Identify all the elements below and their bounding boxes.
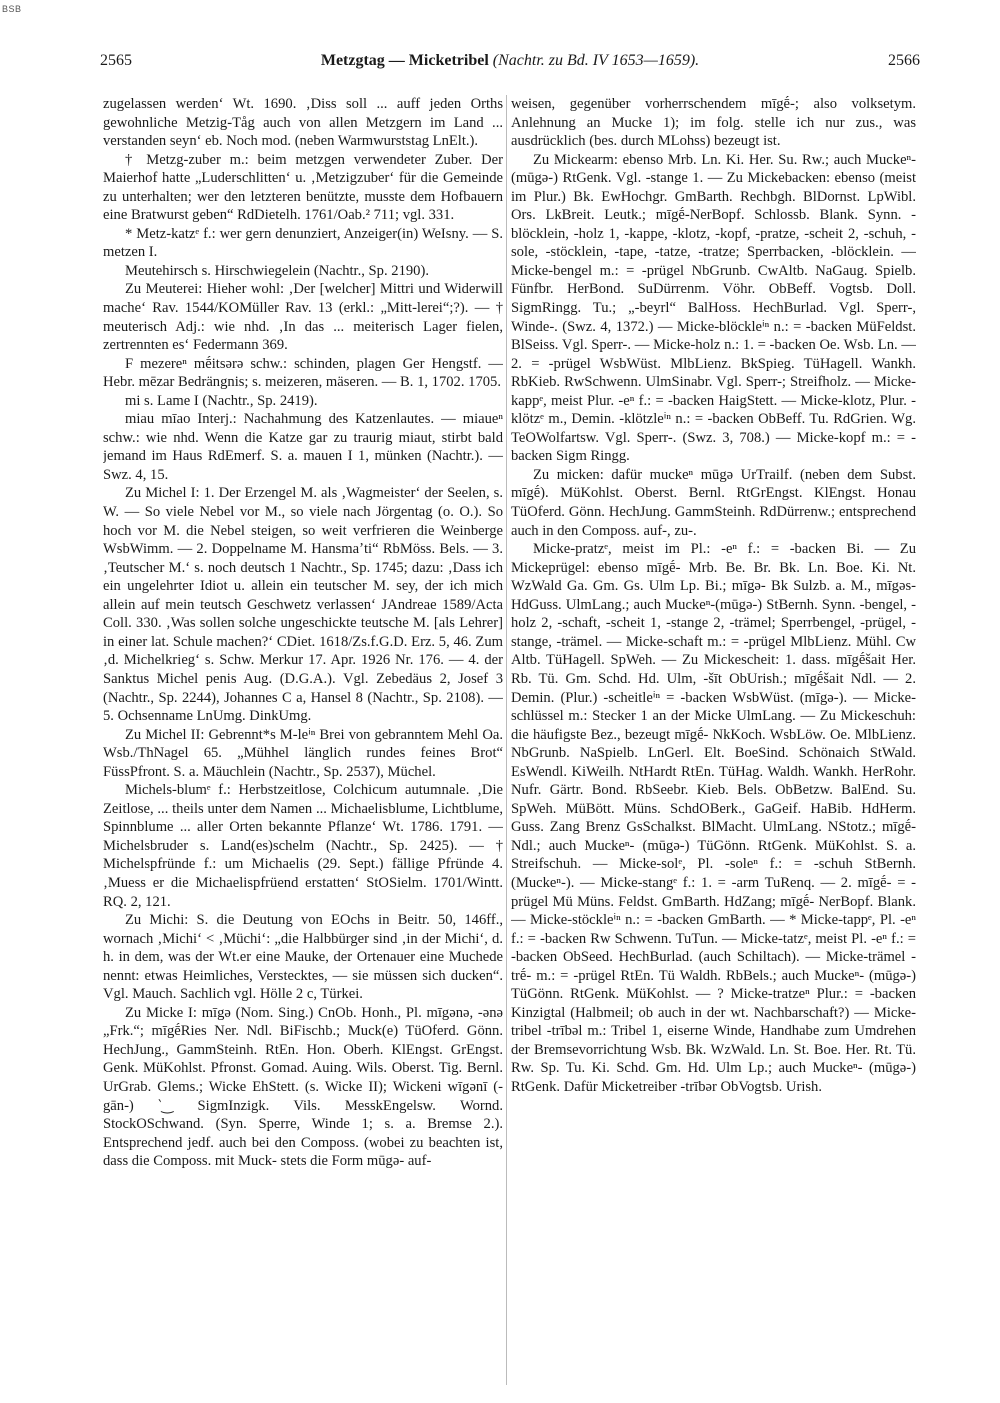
right-column [511,95,916,1390]
entry-paragraph: F mezereⁿ mḗitsərə schw.: schinden, plagen Ger Hengstf. — Hebr. mēzar Bedrängnis; s. meizeren, mäseren. — B. 1, 1702. 1705. [103,355,503,391]
entry-paragraph: Zu Mickearm: ebenso Mrb. Ln. Ki. Her. Su. Rw.; auch Muckeⁿ- (mūgə-) RtGenk. Vgl. -stange 1. — Zu Mickebacken: ebenso (meist im Plur.) Bk. EwHochgr. GmBarth. Rechbgh. BlDornst. LpWibl. Ors. LkBreit. Leutk.; mīgḗ-NerBopf. Schlossb. Blank. Synn. -blöcklein, -holz 1, -kappe, -klotz, -kopf, -pratze, -scheit 2, -schuh, -sole, -stöcklein, -tape, -tatze, -tratze; Sperrbacken, -blöcklein. — Micke-bengel m.: = -prügel NbGrunb. CwAltb. NaGaug. Spielb. Fünfbr. HerBond. SuDürrenm. Vöhr. ObBeff. Vogtsb. Doll. SigmRingg. Tu.; „-beyrl“ BalHoss. HechBurlad. Vgl. Sperr-, Winde-. (Swz. 4, 1372.) — Micke-blöckleⁱⁿ n.: = -backen MüFeldst. BlSeiss. Vgl. Sperr-. — Micke-holz n.: 1. = -backen Oe. Wsb. Ln. — 2. = -prügel WsbWüst. MlbLienz. BkSpieg. TüHagell. Wankh. RbKieb. RwSchwenn. UlmSinabr. Vgl. Sperr-; Streifholz. — Micke-kappᵉ, meist Plur. -eⁿ f.: = -backen HaigStett. — Micke-klotz, Plur. -klötzᵉ m., Demin. -klötzleⁱⁿ n.: = -backen ObBeff. Tu. RdGrien. Wg. TeOWolfartsw. Vgl. Sperr-. (Swz. 3, 708.) — Micke-kopf m.: = -backen Sigm Ringg. [511,151,916,465]
entry-paragraph: Michels-blumᵉ f.: Herbstzeitlose, Colchicum autumnale. ‚Die Zeitlose, ... theils unter dem Namen ... Michaelisblume, Lichtblume, Spinnblume ... aller Orten bekannte Pflanze‘ Wt. 1786. 1791. — Michelsbruder s. Land(es)schelm (Nachtr., Sp. 2425). — † Michelspfründe f.: um Michaelis (29. Sept.) fällige Pfründe 4. ‚Muess er die Michaelispfrüend erstatten‘ StOSielm. 1701/Wintt. RQ. 2, 121. [103,782,503,910]
running-title-main: Metzgtag — Micketribel [320,52,489,69]
entry-paragraph: Zu micken: dafür muckeⁿ mūgə UrTrailf. (neben dem Subst. mīgḗ). MüKohlst. Oberst. Bernl. RtGrEngst. KlEngst. Honau TüOferd. Gönn. HechJung. GammSteinh. RdDürrenw.; entsprechend auch in den Composs. auf-, zu-. [511,466,916,539]
page-header [100,52,920,76]
page-number-right: 2566 [888,52,920,69]
entry-paragraph: zugelassen werden‘ Wt. 1690. ‚Diss soll ... auff jeden Orths gewohnliche Metzig-Tåg auch von allen Metzgern im Land ... verstanden seyn‘ eb. Noch mod. (neben Warmwurststag LnElt.). [103,96,503,150]
entry-paragraph: Zu Michi: S. die Deutung von EOchs in Beitr. 50, 146ff., wornach ‚Michi‘ < ‚Müchi‘: „die Halbbürger sind ‚in der Michi‘, d. h. in dem, was der Wt.er eine Mauke, der Ortenauer eine Muchede nennt: etwas Heimliches, Verstecktes, — sie müssen sich ducken“. Vgl. Mauch. Sachlich vgl. Hölle 2 c, Türkei. [103,912,503,1003]
entry-paragraph: Zu Meuterei: Hieher wohl: ‚Der [welcher] Mittri und Widerwill mache‘ Rav. 1544/KOMüller Rav. 13 (erkl.: „Mitt-lerei“;?). — † meuterisch Adj.: wie nhd. ‚In das ... meiterisch Lager fielen, zertrennten es‘ Federmann 369. [103,281,503,354]
page-number-left: 2565 [100,52,132,69]
entry-paragraph: Zu Micke I: mīgə (Nom. Sing.) CnOb. Honh., Pl. mīgənə, -ənə „Frk.“; mīgḗRies Ner. Ndl. BiFischb.; Muck(e) TüOferd. Gönn. HechJung., GammSteinh. RtEn. Hon. Oberh. KlEngst. GrEngst. Genk. MüKohlst. Pfronst. Gomad. Auing. Wils. Oberst. Tig. Bernl. UrGrab. Glems.; Wicke EhStett. (s. Wicke II); Wickeni wīgənī (-gān-) ‵‿ SigmInzigk. Vils. MesskEngelsw. Wornd. StockOSchwand. (Syn. Sperre, Winde 1; s. a. Bremse 2.). Entsprechend jedf. auch bei den Composs. (wobei zu beachten ist, dass die Composs. mit Muck- stets die Form mūgə- auf- [103,1004,503,1170]
entry-paragraph: miau mīao Interj.: Nachahmung des Katzenlautes. — miaueⁿ schw.: wie nhd. Wenn die Katze gar zu traurig miaut, stirbt bald jemand im Haus RdEmerf. S. a. mauen I 1, münken (Nachtr.). — Swz. 4, 15. [103,411,503,483]
entry-paragraph: Zu Michel II: Gebrennt*s M-leⁱⁿ Brei von gebranntem Mehl Oa. Wsb./ThNagel 65. „Mühhel länglich rundes feines Brot“ FüssPfront. S. a. Mäuchlein (Nachtr., Sp. 2537), Müchel. [103,726,503,780]
left-column [103,95,503,1390]
entry-paragraph: Zu Michel I: 1. Der Erzengel M. als ‚Wagmeister‘ der Seelen, s. W. — So viele Nebel vor M., so viele nach Jörgentag (o. O.). So hoch vor M. die Nebel steigen, so weit verfrieren die Weinberge WsbWimm. — 2. Doppelname M. Hansmaʼti“ RbMöss. Bels. — 3. ‚Teutscher M.‘ s. noch deutsch 1 Nachtr., Sp. 1745; dazu: ‚Dass ich ein ungelehrter Idiot u. allein ein teutscher M. sey, der ich mich allein auf mein teutsch Geschwetz verlassen‘ JAndreae 1589/Acta Coll. 330. ‚Was sollen solche ungeschickte teutsche M. [als Lehrer] in einer lat. Schule machen?‘ CDiet. 1618/Zs.f.G.D. Erz. 5, 46. Zum ‚d. Michelkrieg‘ s. Schw. Merkur 17. Apr. 1926 Nr. 176. — 4. der Sanktus Michel penis Aug. (D.G.A.). Vgl. Zebedäus 2, Josef 3 (Nachtr., Sp. 2244), Johannes C a, Hansel 8 (Nachtr., Sp. 2108). — 5. Ochsenname LnUmg. DinkUmg. [103,485,503,725]
running-title-note: (Nachtr. zu Bd. IV 1653—1659). [492,52,700,69]
column-divider [506,95,507,1385]
library-stamp: BSB [2,4,22,14]
entry-paragraph: † Metzg-zuber m.: beim metzgen verwendeter Zuber. Der Maierhof hatte „Luderschlitten‘ u. ‚Metzigzuber‘ für die Gemeinde zu unterhalten; wer den letzteren benützte, musste dem Hofbauern eine Bratwurst geben“ RdDietelh. 1761/Oab.² 711; vgl. 331. [103,151,503,224]
entry-paragraph: * Metz-katzᵉ f.: wer gern denunziert, Anzeiger(in) WeIsny. — S. metzen I. [103,225,503,261]
entry-paragraph: mi s. Lame I (Nachtr., Sp. 2419). [125,392,318,409]
entry-paragraph: Meutehirsch s. Hirschwiegelein (Nachtr., Sp. 2190). [125,262,429,279]
entry-paragraph: Micke-pratzᵉ, meist im Pl.: -eⁿ f.: = -backen Bi. — Zu Mickeprügel: ebenso mīgḗ- Mrb. Be. Br. Bk. Ln. Boe. Ki. Nt. WzWald Ga. Gm. Gs. Ulm Lp. Bi.; mīgə- Bk Sulzb. a. M., mīgəs- HdGuss. UlmLang.; auch Muckeⁿ-(mūgə-) StBernh. Synn. -bengel, -holz 2, -schaft, -scheit 1, -stange 2, -trämel; Sperrbengel, -prügel, -stange, -trämel. — Micke-schaft m.: = -prügel MlbLienz. Mühl. Cw Altb. TüHagell. SpWeh. — Zu Mickescheit: 1. dass. mīgḗšait Her. Rb. Tü. Gm. Schd. Hd. Ulm, -šīt ObUrish.; mīgḗšait Ndl. — 2. Demin. (Plur.) -scheitleⁱⁿ = -backen WsbWüst. (mīgə-). — Micke-schlüssel m.: Stecker 1 an der Micke UlmLang. — Zu Mickeschuh: die häufigste Bez., bezeugt mīgḗ- NkKoch. WsbLöw. Oe. MlbLienz. NbGrunb. NaSpielb. LnGerl. Elt. BoeSind. Schönaich StWald. EsWendl. KiWeilh. NtHardt RtEn. TüHag. Waldh. Wankh. HerRohr. Nufr. Gärtr. Bond. RbSeebr. Kieb. Bels. ObBetzw. BalEnd. Su. SpWeh. MüBött. Müns. SchdOBerk., GaGeif. HaBib. HdHerm. Guss. Zang Brenz GsSchalkst. BlMacht. UlmLang. NStotz.; mīgḗ-Ndl.; auch Muckeⁿ- (mūgə-) TüGönn. RtGenk. MüKohlst. S. a. Streifschuh. — Micke-solᵉ, Pl. -soleⁿ f.: = -schuh StBernh. (Muckeⁿ-). — Micke-stangᵉ f.: 1. = -arm TuRenq. — 2. mīgḗ- = -prügel Mü Müns. Feldst. GmBarth. HdZang; mīgḗ- NerBopf. Blank. — Micke-stöckleⁱⁿ n.: = -backen GmBarth. — * Micke-tappᵉ, Pl. -eⁿ f.: = -backen Rw Schwenn. TuTun. — Micke-tatzᵉ, meist Pl. -eⁿ f.: = -backen ObSeed. HechBurlad. (auch Schiltach). — Micke-trämel -trḗ- m.: = -prügel RtEn. Tü Waldh. RbBels.; auch Muckeⁿ- (mūgə-) TüGönn. RtGenk. MüKohlst. — ? Micke-tratzeⁿ Plur.: = -backen Kinzigtal (Halbmeil; ob auch in der wt. Nachbarschaft?) — Micke-tribel -trībəl m.: Tribel 1, eiserne Winde, Handhabe zum Umdrehen der Bremsevorrichtung Wsb. Bk. WzWald. Ln. St. Boe. Her. Rt. Tü. Rw. Sp. Tu. Ki. Schd. Gm. Hd. Ulm Lp.; auch Muckeⁿ- (mūgə-) RtGenk. Dafür Micketreiber -trībər ObVogtsb. Urish. [511,541,916,1095]
entry-paragraph: weisen, gegenüber vorherrschendem mīgḗ-; also volksetym. Anlehnung an Mucke 1); im folg. stelle ich nur zus., was ausdrücklich (bes. durch MLohss) bezeugt ist. [511,96,916,150]
running-title [100,52,920,70]
